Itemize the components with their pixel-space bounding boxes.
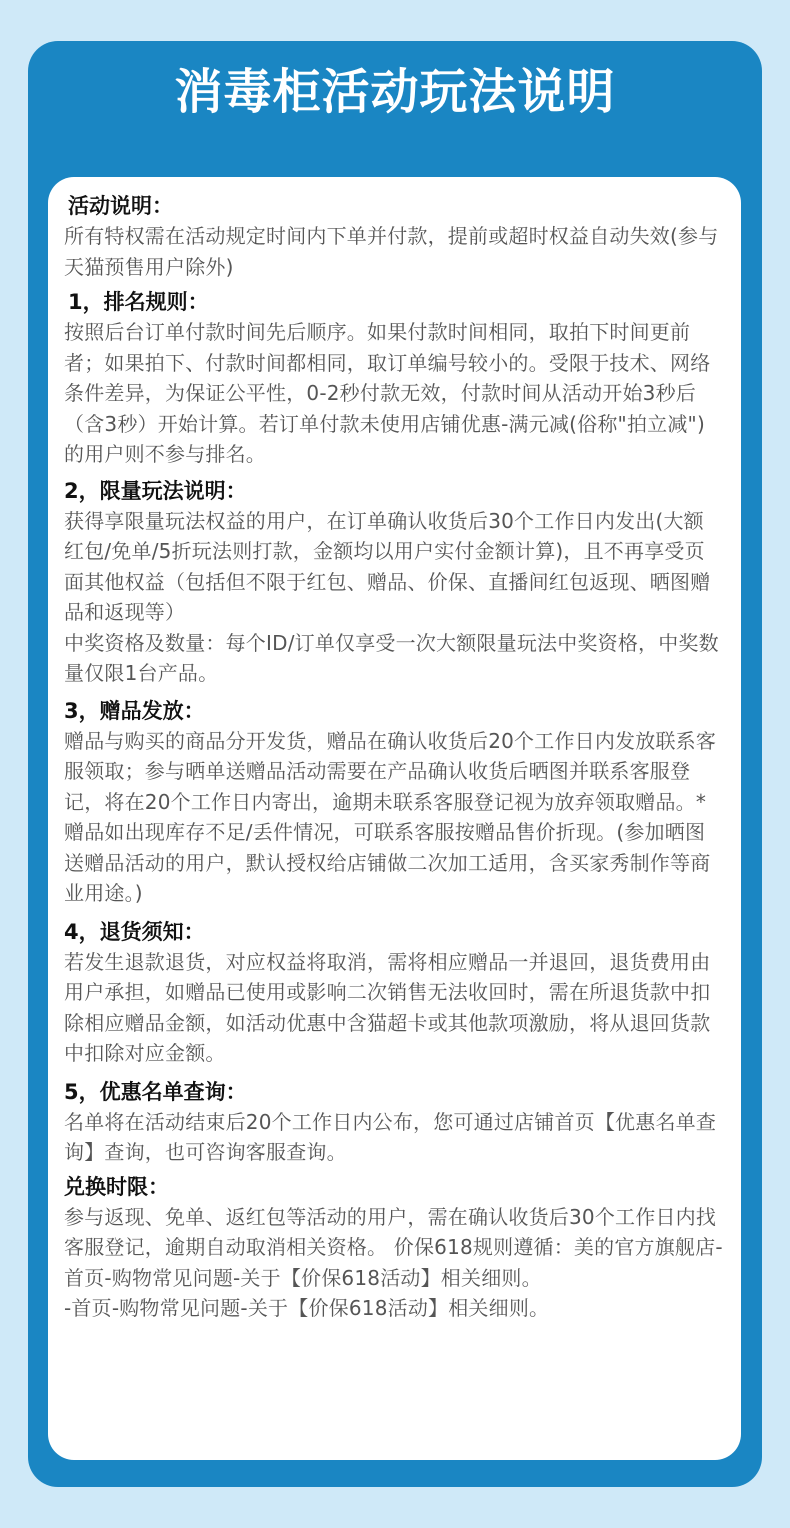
- rules-card: [48, 177, 741, 1460]
- section-heading: 4，退货须知：: [64, 919, 205, 944]
- section-paragraph: 获得享限量玩法权益的用户，在订单确认收货后30个工作日内发出(大额红包/免单/5折玩法则打款，金额均以用户实付金额计算)，且不再享受页面其他权益（包括但不限于红包、赠品、价保、直播间红包返现、晒图赠品和返现等）: [64, 508, 711, 624]
- section-paragraph: 所有特权需在活动规定时间内下单并付款，提前或超时权益自动失效(参与天猫预售用户除外): [64, 224, 719, 279]
- section-paragraph: 若发生退款退货，对应权益将取消，需将相应赠品一并退回，退货费用由用户承担，如赠品已使用或影响二次销售无法收回时，需在所退货款中扣除相应赠品金额，如活动优惠中含猫超卡或其他款项激励，将从退回货款中扣除对应金额。: [64, 949, 711, 1065]
- section-paragraph: -首页-购物常见问题-关于【价保618活动】相关细则。: [64, 1296, 550, 1320]
- section-heading: 5，优惠名单查询：: [64, 1079, 247, 1104]
- section-heading: 2，限量玩法说明：: [64, 478, 247, 503]
- section-heading: 活动说明：: [68, 194, 173, 218]
- section-heading: 1，排名规则：: [68, 290, 209, 314]
- page-title: 消毒柜活动玩法说明: [174, 64, 616, 120]
- section-heading: 兑换时限：: [64, 1174, 169, 1199]
- section-limited-play: [64, 476, 723, 689]
- section-heading: 3，赠品发放：: [64, 698, 205, 723]
- section-paragraph: 参与返现、免单、返红包等活动的用户，需在确认收货后30个工作日内找客服登记，逾期自动取消相关资格。 价保618规则遵循：美的官方旗舰店-首页-购物常见问题-关于【价保618活动】相关细则。: [64, 1204, 723, 1290]
- section-gift-delivery: [64, 696, 723, 909]
- section-paragraph: 按照后台订单付款时间先后顺序。如果付款时间相同，取拍下时间更前者；如果拍下、付款时间都相同，取订单编号较小的。受限于技术、网络条件差异，为保证公平性，0-2秒付款无效，付款时间从活动开始3秒后（含3秒）开始计算。若订单付款未使用店铺优惠-满元减(俗称"拍立减")的用户则不参与排名。: [64, 320, 711, 466]
- section-activity-notes: [64, 191, 723, 282]
- section-ranking-rules: [64, 287, 723, 470]
- section-redemption-deadline: [64, 1172, 723, 1324]
- section-paragraph: 赠品与购买的商品分开发货，赠品在确认收货后20个工作日内发放联系客服领取；参与晒单送赠品活动需要在产品确认收货后晒图并联系客服登记，将在20个工作日内寄出，逾期未联系客服登记视为放弃领取赠品。*赠品如出现库存不足/丢件情况，可联系客服按赠品售价折现。(参加晒图送赠品活动的用户，默认授权给店铺做二次加工适用，含买家秀制作等商业用途。): [64, 728, 717, 905]
- section-paragraph: 中奖资格及数量：每个ID/订单仅享受一次大额限量玩法中奖资格，中奖数量仅限1台产品。: [64, 630, 719, 685]
- section-paragraph: 名单将在活动结束后20个工作日内公布，您可通过店铺首页【优惠名单查询】查询，也可咨询客服查询。: [64, 1109, 717, 1164]
- section-discount-list: [64, 1077, 723, 1168]
- section-return-notice: [64, 917, 723, 1069]
